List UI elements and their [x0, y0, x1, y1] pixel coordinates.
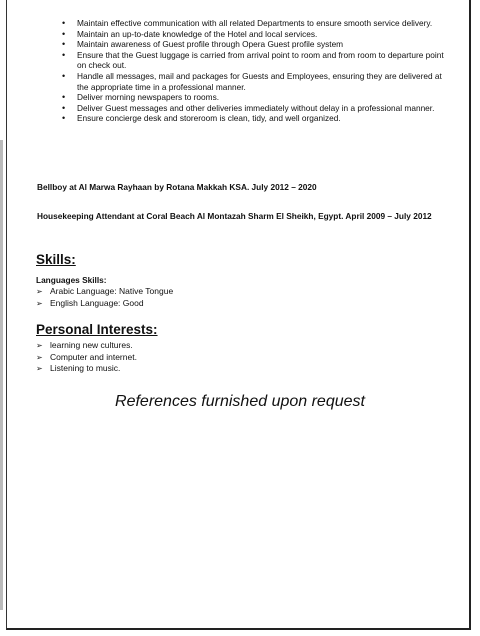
arrow-bullet-icon: ➢ — [36, 352, 43, 362]
list-item: ➢ Listening to music. — [36, 363, 121, 374]
list-item: • Handle all messages, mail and packages for Guests and Employees, ensuring they are delivered at the appropriate time in a professional manner. — [62, 70, 442, 92]
list-item: • Deliver Guest messages and other deliveries immediately without delay in a professional manner. — [62, 102, 435, 113]
list-item: • Maintain awareness of Guest profile through Opera Guest profile system — [62, 39, 344, 50]
bullet-icon: • — [62, 49, 66, 60]
arrow-bullet-icon: ➢ — [36, 341, 43, 350]
list-item: • Ensure that the Guest luggage is carried from arrival point to room and from room to departure point on check out. — [62, 49, 444, 71]
list-item: ➢ learning new cultures. — [36, 340, 133, 350]
job-housekeeping: Housekeeping Attendant at Coral Beach Al Montazah Sharm El Sheikh, Egypt. April 2009 – July 2012 — [37, 211, 432, 221]
list-item: • Deliver morning newspapers to rooms. — [62, 92, 220, 103]
arrow-bullet-icon: ➢ — [36, 298, 43, 308]
bullet-icon: • — [62, 18, 66, 28]
page-shadow — [0, 140, 3, 610]
list-item: • Maintain effective communication with all related Departments to ensure smooth service delivery. — [62, 18, 433, 28]
bullet-icon: • — [62, 28, 66, 39]
list-item: ➢ Arabic Language: Native Tongue — [36, 286, 174, 296]
skills-title: Skills: — [36, 252, 76, 267]
duties-list — [55, 18, 445, 124]
list-item: • Maintain an up-to-date knowledge of the Hotel and local services. — [62, 28, 318, 39]
references-note: References furnished upon request — [115, 393, 365, 410]
arrow-bullet-icon: ➢ — [36, 287, 43, 296]
bullet-icon: • — [62, 70, 66, 81]
bullet-icon: • — [62, 102, 66, 113]
list-item: • Ensure concierge desk and storeroom is clean, tidy, and well organized. — [62, 113, 341, 124]
list-item: ➢ Computer and internet. — [36, 351, 137, 362]
bullet-icon: • — [62, 113, 66, 124]
languages-title: Languages Skills: — [36, 275, 107, 285]
bullet-icon: • — [62, 39, 66, 50]
arrow-bullet-icon: ➢ — [36, 364, 43, 374]
interests-list — [36, 340, 137, 375]
list-item: ➢ English Language: Good — [36, 297, 144, 308]
interests-title: Personal Interests: — [36, 322, 158, 337]
bullet-icon: • — [62, 92, 66, 103]
job-bellboy: Bellboy at Al Marwa Rayhaan by Rotana Makkah KSA. July 2012 – 2020 — [37, 182, 317, 192]
languages-list — [36, 286, 173, 309]
